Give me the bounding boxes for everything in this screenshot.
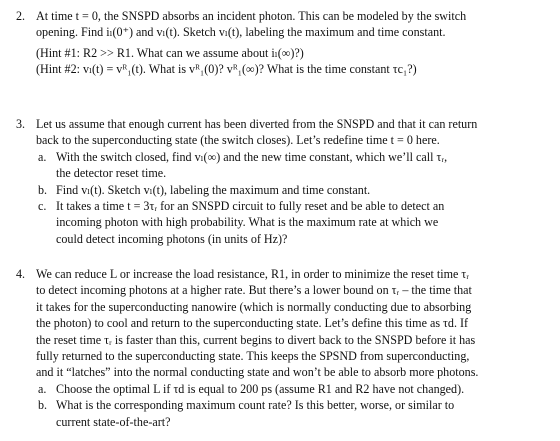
text-line: Let us assume that enough current has been diverted from the SNSPD and that it can return: [36, 117, 478, 131]
subquestion-a: [38, 149, 546, 182]
subquestion-label: b.: [38, 398, 48, 413]
text-line: With the switch closed, find vₗ(∞) and the new time constant, which we’ll call τᵣ,: [56, 149, 448, 164]
question-text: [36, 266, 546, 381]
text-line: and it “latches” into the normal conducting state and won’t be able to absorb more photons.: [36, 365, 479, 380]
subquestion-b: [38, 182, 546, 198]
text-line: current state-of-the-art?: [56, 414, 171, 429]
hint-2: (Hint #2: vₗ(t) = vᴿ₁(t). What is vᴿ₁(0)? vᴿ₁(∞)? What is the time constant τc₁?): [36, 62, 417, 77]
question-text: [36, 8, 546, 41]
subquestion-label: b.: [38, 182, 48, 197]
text-line: At time t = 0, the SNSPD absorbs an incident photon. This can be modeled by the switch: [36, 9, 467, 23]
question-number: 2.: [16, 9, 26, 23]
subquestion-a: [38, 381, 546, 397]
text-line: incoming photon with high probability. What is the maximum rate at which we: [56, 215, 439, 230]
question-2: [16, 8, 546, 78]
text-line: It takes a time t = 3τᵣ for an SNSPD circuit to fully reset and be able to detect an: [56, 199, 445, 214]
subquestion-label: a.: [38, 381, 47, 396]
hints: [36, 45, 546, 78]
question-number: 4.: [16, 267, 26, 281]
text-line: the reset time τᵣ is faster than this, current begins to divert back to the SNSPD before it has: [36, 332, 476, 347]
subquestion-c: [38, 198, 546, 247]
text-line: the photon) to cool and return to the superconducting state. Let’s define this time as τd. If: [36, 316, 469, 331]
text-line: We can reduce L or increase the load resistance, R1, in order to minimize the reset time τᵣ: [36, 267, 470, 281]
question-text: [36, 116, 546, 149]
text-line: to detect incoming photons at a higher rate. But there’s a lower bound on τᵣ – the time that: [36, 283, 472, 298]
subquestion-b: [38, 397, 546, 430]
text-line: Find vₗ(t). Sketch vₗ(t), labeling the maximum and time constant.: [56, 182, 371, 197]
question-4: [16, 266, 546, 430]
text-line: Choose the optimal L if τd is equal to 200 ps (assume R1 and R2 have not changed).: [56, 381, 465, 396]
hint-1: (Hint #1: R2 >> R1. What can we assume about iₗ(∞)?): [36, 45, 304, 60]
question-number: 3.: [16, 117, 26, 131]
text-line: could detect incoming photons (in units of Hz)?: [56, 231, 288, 246]
text-line: opening. Find iₗ(0⁺) and vₗ(t). Sketch vₗ(t), labeling the maximum and time constant.: [36, 25, 446, 40]
text-line: What is the corresponding maximum count rate? Is this better, worse, or similar to: [56, 398, 455, 413]
text-line: the detector reset time.: [56, 166, 167, 181]
question-3: [16, 116, 546, 247]
text-line: back to the superconducting state (the switch closes). Let’s redefine time t = 0 here.: [36, 133, 440, 148]
subquestion-label: c.: [38, 199, 47, 214]
subquestion-label: a.: [38, 149, 47, 164]
text-line: it takes for the superconducting nanowire (which is normally conducting due to absorbing: [36, 299, 472, 314]
text-line: fully returned to the superconducting state. This keeps the SPSND from superconducting,: [36, 349, 470, 364]
